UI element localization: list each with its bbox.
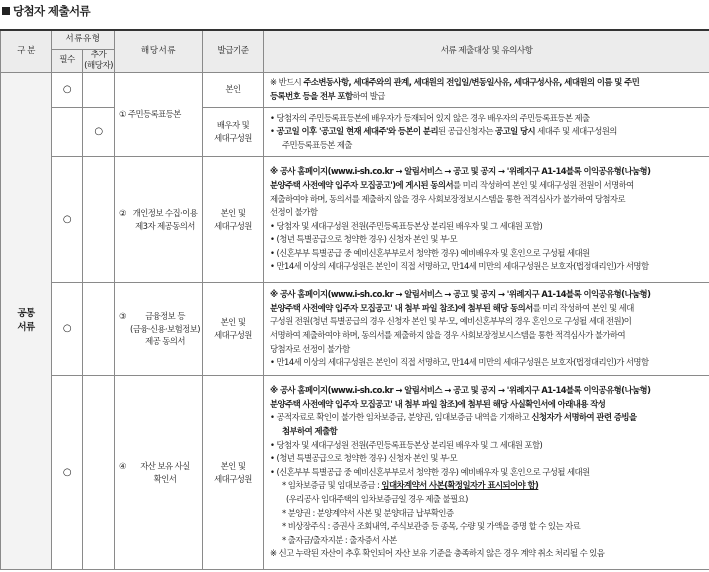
category-common-documents: 공통 서류 <box>1 72 52 570</box>
note-line: • 당첨자 및 세대구성원 전원(주민등록표등본상 분리된 배우자 및 그 세대원 포함) <box>270 220 543 231</box>
header-doc-type: 서류유형 <box>52 30 115 49</box>
optional-mark-empty <box>83 72 115 107</box>
doc-name-cell <box>115 282 203 375</box>
section-title <box>2 3 90 19</box>
note-line: • 당첨자 및 세대구성원 전원(주민등록표등본상 분리된 배우자 및 그 세대원 포함) <box>270 439 543 450</box>
note-line: * 분양권 : 분양계약서 사본 및 분양대금 납부확인증 <box>282 507 454 518</box>
doc-number: ③ <box>119 311 126 322</box>
notes-cell <box>264 376 709 570</box>
note-line: (우리공사 임대주택의 임차보증금일 경우 제출 불필요) <box>286 493 468 504</box>
note-line: ※ 공사 홈페이지(www.i-sh.co.kr → 알림서비스 → 공고 및 공지 → '위례지구 A1-14블록 이익공유형(나눔형) <box>270 166 651 177</box>
note-line: • 공적자료로 확인이 불가한 임차보증금, 분양권, 임대보증금 내역을 기재하고 신청자가 서명하여 관련 증빙을 <box>270 412 637 423</box>
doc-name-cell <box>115 157 203 282</box>
required-mark: ○ <box>52 282 83 375</box>
note-line: 분양주택 사전예약 입주자 모집공고' 내 첨부 파일 참조)에 첨부된 해당 동의서를 미리 작성하여 본인 및 세대 <box>270 302 634 313</box>
section-title-text: 당첨자 제출서류 <box>13 4 90 18</box>
doc-name: 개인정보 수집·이용 제3자 제공동의서 <box>132 208 198 231</box>
note-line: • (신혼부부 특별공급 중 예비신혼부부로서 청약한 경우) 예비배우자 및 혼인으로 구성될 세대원 <box>270 466 590 477</box>
optional-mark-empty <box>83 376 115 570</box>
documents-table <box>0 29 709 570</box>
notes-cell <box>264 157 709 282</box>
note-line: 분양주택 사전예약 입주자 모집공고')에 게시된 동의서를 미리 작성하여 본인 및 세대구성원 전원이 서명하여 <box>270 179 634 190</box>
note-line: • 만14세 이상의 세대구성원은 본인이 직접 서명하고, 만14세 미만의 세대구성원은 보호자(법정대리인)가 서명함 <box>270 357 649 368</box>
doc-name: 주민등록표등본 <box>127 109 181 120</box>
header-document: 해당서류 <box>115 30 203 72</box>
doc-name: 자산 보유 사실 확인서 <box>140 461 190 484</box>
note-line: • (신혼부부 특별공급 중 예비신혼부부로서 청약한 경우) 예비배우자 및 혼인으로 구성될 세대원 <box>270 247 590 258</box>
note-line: ※ 공사 홈페이지(www.i-sh.co.kr → 알림서비스 → 공고 및 공지 → '위례지구 A1-14블록 이익공유형(나눔형) <box>270 385 651 396</box>
header-notes: 서류 제출대상 및 유의사항 <box>264 30 709 72</box>
issuer-cell: 배우자 및 세대구성원 <box>203 107 264 157</box>
note-line: 선정이 불가함 <box>270 207 318 218</box>
optional-mark: ○ <box>83 107 115 157</box>
note-line: 서명하여 제출하여야 하며, 동의서를 제출하지 않을 경우 사회보장정보시스템을 통한 적격심사가 불가하여 <box>270 330 626 341</box>
doc-number: ④ <box>119 461 126 472</box>
issuer-cell: 본인 <box>203 72 264 107</box>
doc-number: ① <box>119 109 126 120</box>
required-mark-empty <box>52 107 83 157</box>
note-line: • (청년 특별공급으로 청약한 경우) 신청자 본인 및 부·모 <box>270 234 458 245</box>
note-line: 구성원 전원(청년 특별공급의 경우 신청자 본인 및 부·모, 예비신혼부부의 경우 혼인으로 구성될 세대 전원)이 <box>270 316 632 327</box>
note-line: * 임차보증금 및 임대보증금 : 임대차계약서 사본(확정일자가 표시되어야 함) <box>282 480 539 491</box>
note-line: * 출자금/출자지분 : 출자증서 사본 <box>282 534 397 545</box>
issuer-cell: 본인 및 세대구성원 <box>203 282 264 375</box>
required-mark: ○ <box>52 376 83 570</box>
doc-name-cell <box>115 376 203 570</box>
note-line: • (청년 특별공급으로 청약한 경우) 신청자 본인 및 부·모 <box>270 453 458 464</box>
issuer-cell: 본인 및 세대구성원 <box>203 376 264 570</box>
note-line: • 당첨자의 주민등록표등본에 배우자가 등재되어 있지 않은 경우 배우자의 주민등록표등본 제출 <box>270 112 590 123</box>
notes-cell <box>264 72 709 107</box>
required-mark: ○ <box>52 72 83 107</box>
note-line: 분양주택 사전예약 입주자 모집공고' 내 첨부 파일 참조)에 첨부된 해당 사실확인서에 아래내용 작성 <box>270 398 606 409</box>
optional-mark-empty <box>83 157 115 282</box>
issuer-cell: 본인 및 세대구성원 <box>203 157 264 282</box>
doc-name: 금융정보 등 (금융·신용·보험정보) 제공 동의서 <box>129 311 200 347</box>
required-mark: ○ <box>52 157 83 282</box>
note-line: 제출하여야 하며, 동의서를 제출하지 않을 경우 사회보장정보시스템을 통한 적격심사가 불가하여 당첨자로 <box>270 193 626 204</box>
doc-number: ② <box>119 208 126 219</box>
square-bullet-icon <box>2 7 10 15</box>
header-optional: 추가 (해당자) <box>84 49 113 71</box>
doc-name-cell <box>115 72 203 157</box>
note-line: • 공고일 이후 '공고일 현재 세대주'와 등본이 분리된 공급신청자는 공고일 당시 세대주 및 세대구성원의 <box>270 126 617 137</box>
notes-cell <box>264 282 709 375</box>
note-line: * 비상장주식 : 증권사 조회내역, 주식보관증 등 종목, 수량 및 가액을 증명 할 수 있는 자료 <box>282 521 581 532</box>
note-line: • 만14세 이상의 세대구성원은 본인이 직접 서명하고, 만14세 미만의 세대구성원은 보호자(법정대리인)가 서명함 <box>270 261 649 272</box>
header-required: 필수 <box>52 49 83 72</box>
notes-cell <box>264 107 709 157</box>
header-issuer: 발급기준 <box>203 30 264 72</box>
note-line: ※ 공사 홈페이지(www.i-sh.co.kr → 알림서비스 → 공고 및 공지 → '위례지구 A1-14블록 이익공유형(나눔형) <box>270 289 651 300</box>
note-line: ※ 신고 누락된 자산이 추후 확인되어 자산 보유 기준을 충족하지 않은 경우 계약 취소 처리될 수 있음 <box>270 548 605 559</box>
optional-mark-empty <box>83 282 115 375</box>
note-line: 주민등록표등본 제출 <box>282 139 352 150</box>
note-line: 당첨자로 선정이 불가함 <box>270 343 350 354</box>
note-line: 등록번호 등을 전부 포함하여 발급 <box>270 90 385 101</box>
note-line: ※ 반드시 주소변동사항, 세대주와의 관계, 세대원의 전입일/변동일사유, 세대구성사유, 세대원의 이름 및 주민 <box>270 77 640 88</box>
header-category: 구 분 <box>1 30 52 72</box>
note-line: 첨부하여 제출함 <box>282 426 338 436</box>
